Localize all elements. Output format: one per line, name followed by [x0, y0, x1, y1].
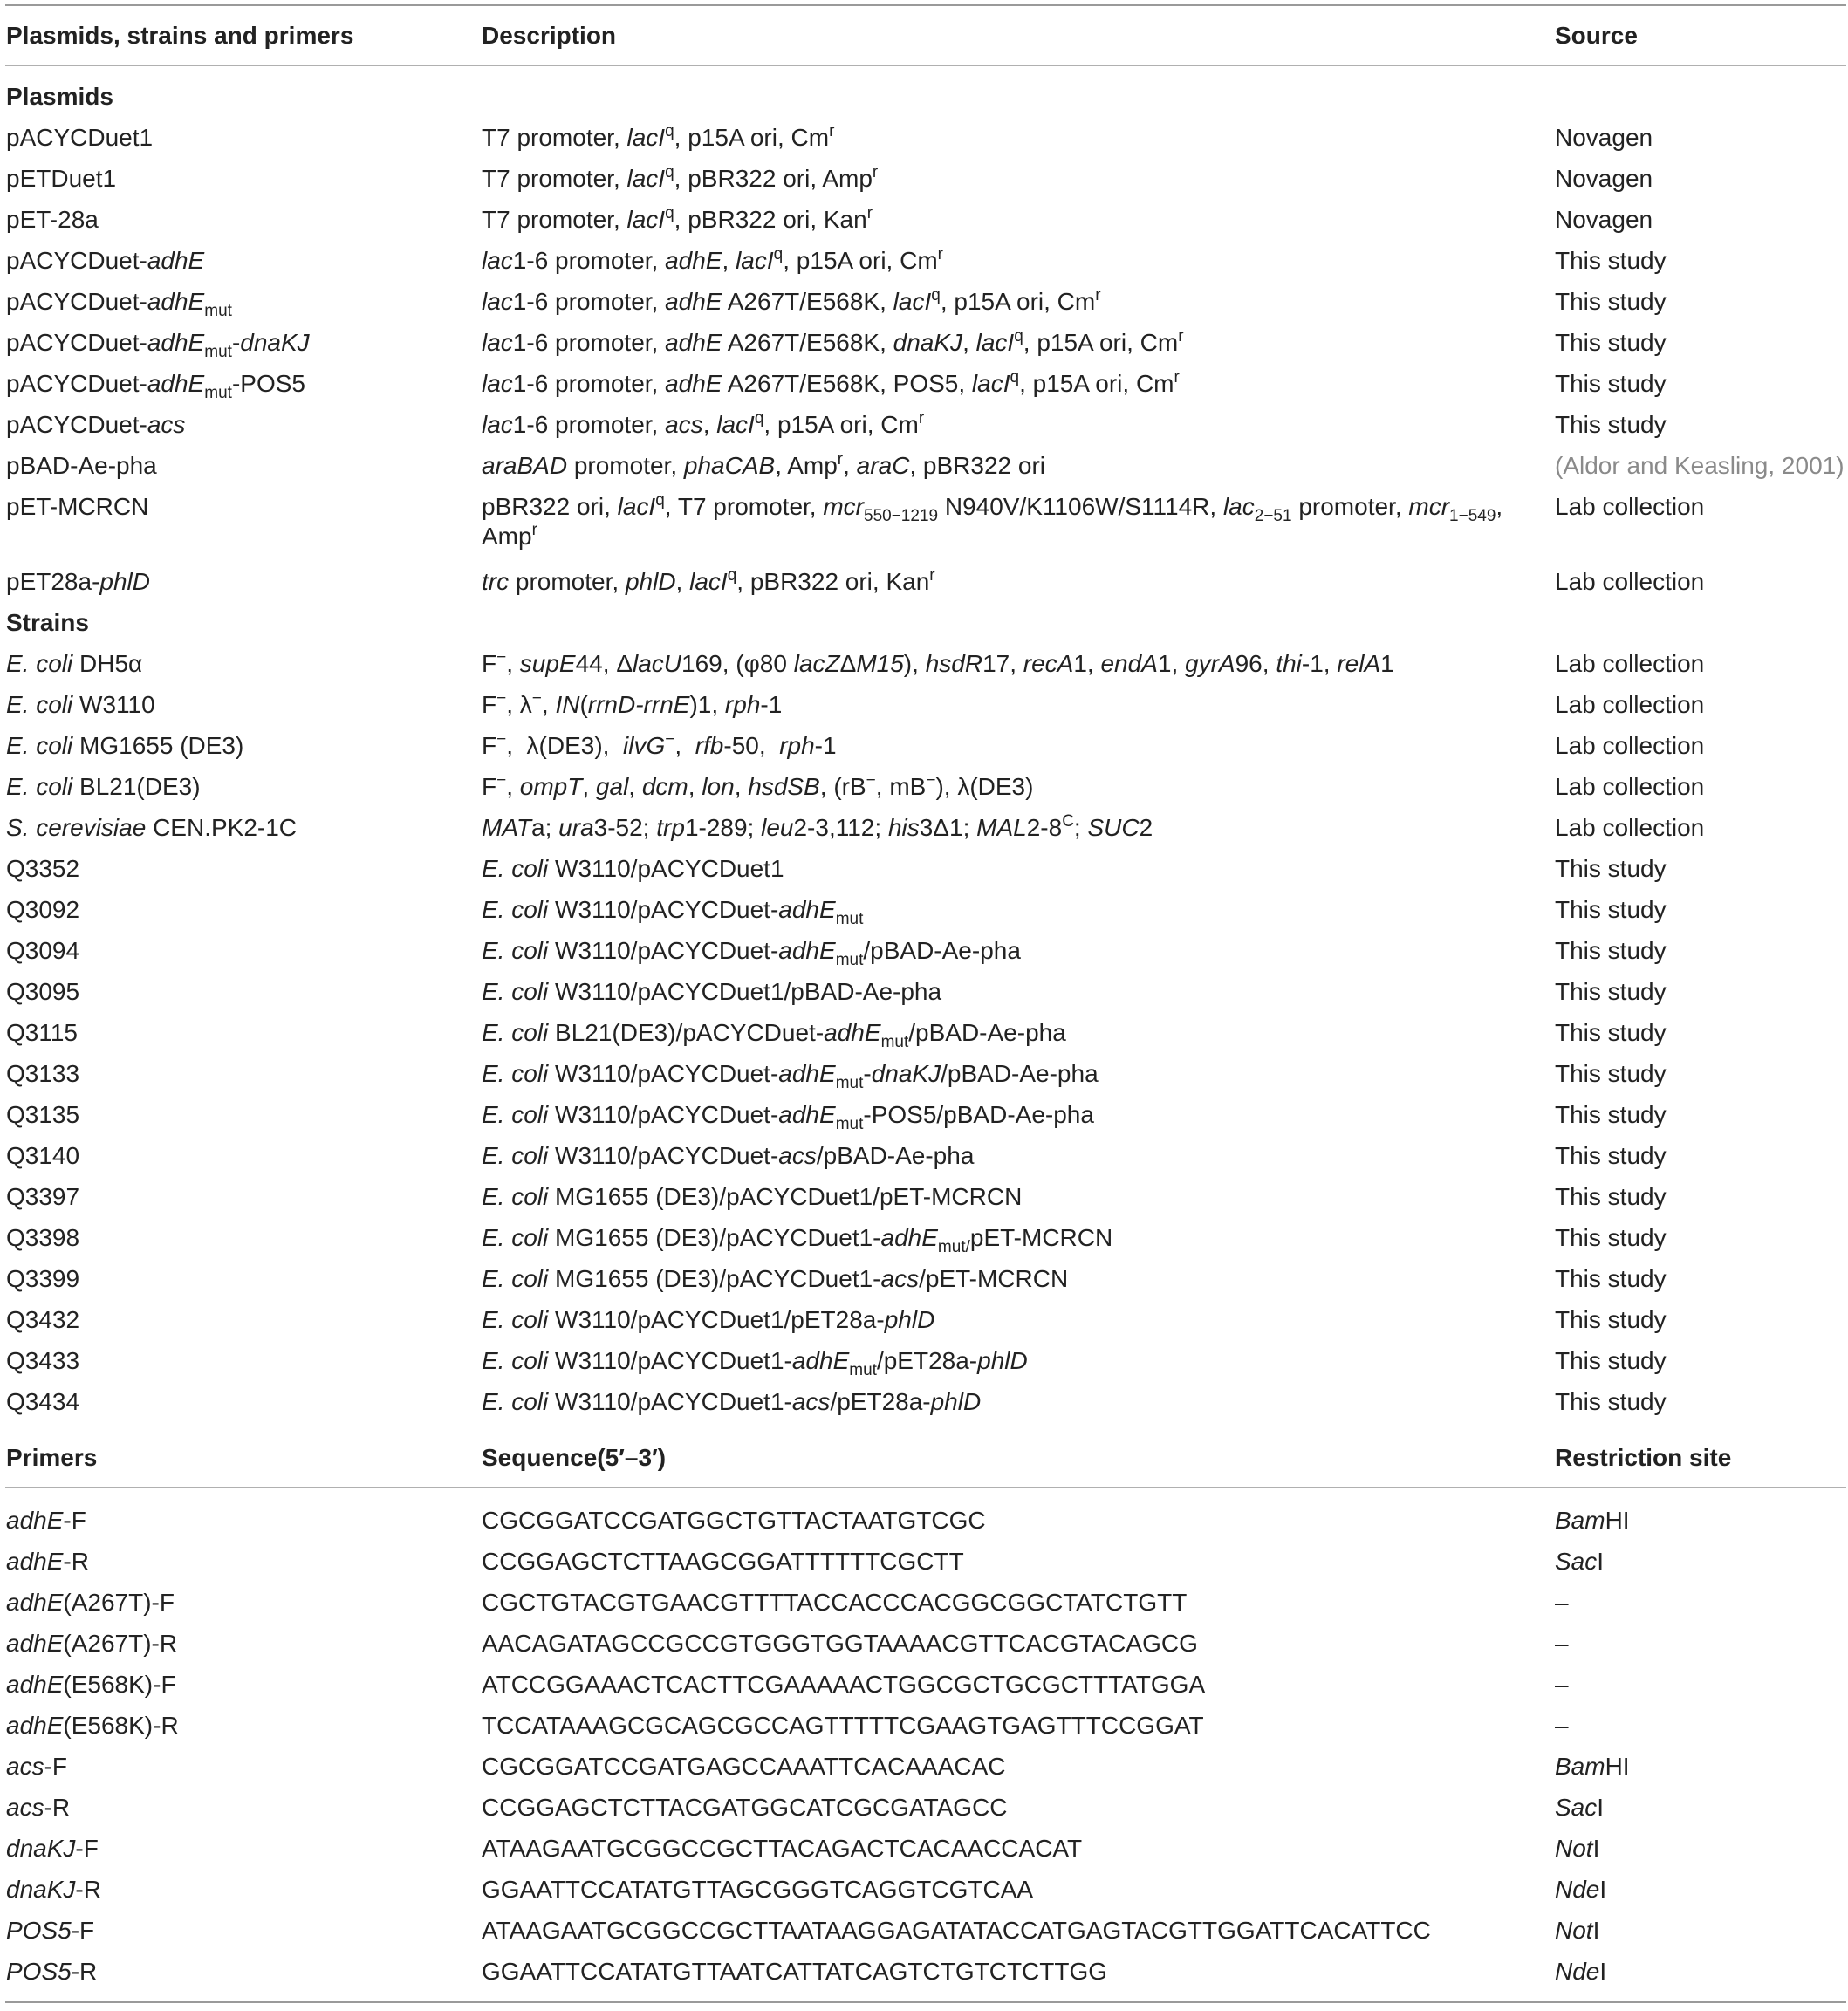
column-header: Plasmids, strains and primers: [6, 22, 354, 49]
description-cell: E. coli W3110/pACYCDuet1-acs/pET28a-phlD: [482, 1388, 982, 1415]
section-label: Strains: [6, 609, 89, 636]
name-cell: Q3434: [6, 1388, 80, 1415]
source-cell: Lab collection: [1555, 732, 1705, 759]
source-cell: Novagen: [1555, 165, 1653, 192]
name-cell: pACYCDuet-adhE$_{mut}$-POS5: [6, 370, 305, 402]
bottom-rule: [5, 2001, 1846, 2003]
name-cell: pACYCDuet1: [6, 124, 154, 151]
column-header: Description: [482, 22, 617, 49]
name-cell: dnaKJ-R: [6, 1876, 101, 1903]
source-cell: This study: [1555, 1306, 1667, 1333]
description-cell: lac1-6 promoter, adhE A267T/E568K, POS5, lacI$^q$, p15A ori, Cm$^r$: [482, 368, 1180, 397]
name-cell: S. cerevisiae CEN.PK2-1C: [6, 814, 298, 841]
description-cell: GGAATTCCATATGTTAATCATTATCAGTCTGTCTCTTGG: [482, 1958, 1108, 1985]
description-cell: araBAD promoter, phaCAB, Amp$^r$, araC, pBR322 ori: [482, 450, 1046, 479]
source-cell: NdeI: [1555, 1958, 1607, 1985]
description-cell: E. coli W3110/pACYCDuet-acs/pBAD-Ae-pha: [482, 1142, 975, 1169]
source-cell: This study: [1555, 1019, 1667, 1046]
source-cell: Lab collection: [1555, 650, 1705, 677]
description-cell: lac1-6 promoter, adhE A267T/E568K, lacI$^q$, p15A ori, Cm$^r$: [482, 286, 1101, 315]
source-cell: NotI: [1555, 1917, 1600, 1944]
description-cell: E. coli W3110/pACYCDuet-adhE$_{mut}$: [482, 896, 864, 928]
source-cell: This study: [1555, 1183, 1667, 1210]
name-cell: pETDuet1: [6, 165, 117, 192]
source-cell: This study: [1555, 1060, 1667, 1087]
primers-header-rule: [5, 1487, 1846, 1488]
name-cell: adhE-R: [6, 1548, 89, 1575]
description-cell: lac1-6 promoter, adhE A267T/E568K, dnaKJ, lacI$^q$, p15A ori, Cm$^r$: [482, 327, 1184, 356]
source-cell: Lab collection: [1555, 493, 1705, 520]
name-cell: Q3398: [6, 1224, 80, 1251]
column-header: Sequence(5′–3′): [482, 1444, 667, 1471]
name-cell: adhE(E568K)-F: [6, 1671, 176, 1698]
source-cell: This study: [1555, 247, 1667, 274]
source-cell: Lab collection: [1555, 691, 1705, 718]
source-cell: This study: [1555, 896, 1667, 923]
description-cell: CGCGGATCCGATGGCTGTTACTAATGTCGC: [482, 1507, 986, 1534]
source-cell: –: [1555, 1630, 1569, 1657]
name-cell: Q3399: [6, 1265, 80, 1292]
description-cell: T7 promoter, lacI$^q$, p15A ori, Cm$^r$: [482, 122, 835, 151]
source-cell: This study: [1555, 1265, 1667, 1292]
description-cell: CGCGGATCCGATGAGCCAAATTCACAAACAC: [482, 1753, 1006, 1780]
source-cell: SacI: [1555, 1548, 1605, 1575]
description-cell: E. coli W3110/pACYCDuet1/pBAD-Ae-pha: [482, 978, 942, 1005]
name-cell: pBAD-Ae-pha: [6, 452, 157, 479]
name-cell: Q3115: [6, 1019, 78, 1046]
name-cell: pACYCDuet-adhE$_{mut}$: [6, 288, 232, 320]
description-cell: E. coli MG1655 (DE3)/pACYCDuet1/pET-MCRCN: [482, 1183, 1023, 1210]
description-cell: E. coli W3110/pACYCDuet-adhE$_{mut}$-dnaKJ/pBAD-Ae-pha: [482, 1060, 1099, 1092]
source-cell: BamHI: [1555, 1753, 1630, 1780]
section-label: Plasmids: [6, 83, 113, 110]
name-cell: acs-R: [6, 1794, 71, 1821]
source-cell: This study: [1555, 1388, 1667, 1415]
description-cell: E. coli BL21(DE3)/pACYCDuet-adhE$_{mut}$/pBAD-Ae-pha: [482, 1019, 1066, 1051]
source-cell: This study: [1555, 855, 1667, 882]
source-cell: NotI: [1555, 1835, 1600, 1862]
description-cell: E. coli W3110/pACYCDuet1: [482, 855, 784, 882]
name-cell: Q3095: [6, 978, 80, 1005]
name-cell: Q3133: [6, 1060, 80, 1087]
description-cell: GGAATTCCATATGTTAGCGGGTCAGGTCGTCAA: [482, 1876, 1034, 1903]
name-cell: pACYCDuet-acs: [6, 411, 186, 438]
name-cell: POS5-R: [6, 1958, 98, 1985]
name-cell: acs-F: [6, 1753, 68, 1780]
source-cell: This study: [1555, 288, 1667, 315]
source-cell: –: [1555, 1589, 1569, 1616]
description-cell: F−, ompT, gal, dcm, lon, hsdSB, (rB−, mB−), λ(DE3): [482, 771, 1034, 800]
source-cell: SacI: [1555, 1794, 1605, 1821]
name-cell: Q3092: [6, 896, 80, 923]
column-header: Primers: [6, 1444, 98, 1471]
source-cell: This study: [1555, 978, 1667, 1005]
description-cell: MATa; ura3-52; trp1-289; leu2-3,112; his3Δ1; $MAL2-8^C$; SUC2: [482, 812, 1153, 841]
description-cell: CCGGAGCTCTTACGATGGCATCGCGATAGCC: [482, 1794, 1008, 1821]
description-cell: T7 promoter, lacI$^q$, pBR322 ori, Amp$^r$: [482, 163, 879, 192]
name-cell: Q3433: [6, 1347, 80, 1374]
name-cell: Q3397: [6, 1183, 80, 1210]
name-cell: E. coli W3110: [6, 691, 155, 718]
name-cell: Q3432: [6, 1306, 80, 1333]
source-cell: This study: [1555, 1347, 1667, 1374]
source-cell: This study: [1555, 1101, 1667, 1128]
source-cell: This study: [1555, 411, 1667, 438]
source-cell: Novagen: [1555, 124, 1653, 151]
name-cell: Q3135: [6, 1101, 80, 1128]
source-cell: –: [1555, 1671, 1569, 1698]
description-cell: CCGGAGCTCTTAAGCGGATTTTTTCGCTT: [482, 1548, 964, 1575]
description-cell: pBR322 ori, lacI$^q$, T7 promoter, mcr$_{550-1219}$ N940V/K1106W/S1114R, lac$_{2-51}$ promoter, mcr$_{1-549}$, Amp$^r$: [482, 491, 1503, 550]
description-cell: CGCTGTACGTGAACGTTTTACCACCCACGGCGGCTATCTGTT: [482, 1589, 1188, 1616]
source-cell: This study: [1555, 937, 1667, 964]
description-cell: E. coli W3110/pACYCDuet1-adhE$_{mut}$/pET28a-phlD: [482, 1347, 1028, 1379]
description-cell: ATCCGGAAACTCACTTCGAAAAACTGGCGCTGCGCTTTATGGA: [482, 1671, 1206, 1698]
name-cell: E. coli MG1655 (DE3): [6, 732, 244, 759]
source-cell: –: [1555, 1712, 1569, 1739]
name-cell: adhE-F: [6, 1507, 86, 1534]
description-cell: E. coli W3110/pACYCDuet-adhE$_{mut}$-POS5/pBAD-Ae-pha: [482, 1101, 1094, 1133]
description-cell: F−, λ−, IN(rrnD-rrnE)1, rph-1: [482, 689, 783, 718]
name-cell: E. coli BL21(DE3): [6, 773, 201, 800]
name-cell: Q3352: [6, 855, 80, 882]
description-cell: ATAAGAATGCGGCCGCTTACAGACTCACAACCACAT: [482, 1835, 1083, 1862]
name-cell: Q3094: [6, 937, 80, 964]
name-cell: adhE(A267T)-R: [6, 1630, 178, 1657]
description-cell: F−, λ(DE3), ilvG−, rfb-50, rph-1: [482, 730, 837, 759]
source-cell: This study: [1555, 1224, 1667, 1251]
description-cell: trc promoter, phlD, lacI$^q$, pBR322 ori, Kan$^r$: [482, 566, 935, 595]
description-cell: E. coli MG1655 (DE3)/pACYCDuet1-acs/pET-MCRCN: [482, 1265, 1069, 1292]
description-cell: ATAAGAATGCGGCCGCTTAATAAGGAGATATACCATGAGTACGTTGGATTCACATTCC: [482, 1917, 1431, 1944]
name-cell: pACYCDuet-adhE: [6, 247, 205, 274]
source-cell: (Aldor and Keasling, 2001): [1555, 452, 1845, 479]
name-cell: pET-28a: [6, 206, 99, 233]
name-cell: pET-MCRCN: [6, 493, 149, 520]
name-cell: pACYCDuet-adhE$_{mut}$-dnaKJ: [6, 329, 310, 361]
name-cell: E. coli DH5α: [6, 650, 143, 677]
column-header: Restriction site: [1555, 1444, 1732, 1471]
description-cell: T7 promoter, lacI$^q$, pBR322 ori, Kan$^r$: [482, 204, 873, 233]
source-cell: This study: [1555, 1142, 1667, 1169]
source-cell: Lab collection: [1555, 568, 1705, 595]
name-cell: Q3140: [6, 1142, 80, 1169]
source-cell: BamHI: [1555, 1507, 1630, 1534]
description-cell: E. coli MG1655 (DE3)/pACYCDuet1-adhE$_{mut/}$pET-MCRCN: [482, 1224, 1113, 1256]
description-cell: lac1-6 promoter, acs, lacI$^q$, p15A ori, Cm$^r$: [482, 409, 925, 438]
description-cell: E. coli W3110/pACYCDuet-adhE$_{mut}$/pBAD-Ae-pha: [482, 937, 1021, 969]
description-cell: lac1-6 promoter, adhE, lacI$^q$, p15A ori, Cm$^r$: [482, 245, 943, 274]
description-cell: AACAGATAGCCGCCGTGGGTGGTAAAACGTTCACGTACAGCG: [482, 1630, 1198, 1657]
name-cell: dnaKJ-F: [6, 1835, 99, 1862]
header-rule: [5, 65, 1846, 66]
description-cell: F−, supE44, ΔlacU169, (φ80 lacZΔM15), hsdR17, recA1, endA1, gyrA96, thi-1, relA1: [482, 648, 1394, 677]
source-cell: NdeI: [1555, 1876, 1607, 1903]
source-cell: This study: [1555, 370, 1667, 397]
source-cell: Lab collection: [1555, 773, 1705, 800]
top-rule: [5, 4, 1846, 6]
name-cell: POS5-F: [6, 1917, 95, 1944]
name-cell: adhE(A267T)-F: [6, 1589, 175, 1616]
column-header: Source: [1555, 22, 1638, 49]
source-cell: Lab collection: [1555, 814, 1705, 841]
name-cell: adhE(E568K)-R: [6, 1712, 179, 1739]
description-cell: E. coli W3110/pACYCDuet1/pET28a-phlD: [482, 1306, 935, 1333]
name-cell: pET28a-phlD: [6, 568, 150, 595]
description-cell: TCCATAAAGCGCAGCGCCAGTTTTTCGAAGTGAGTTTCCGGAT: [482, 1712, 1204, 1739]
source-cell: Novagen: [1555, 206, 1653, 233]
source-cell: This study: [1555, 329, 1667, 356]
